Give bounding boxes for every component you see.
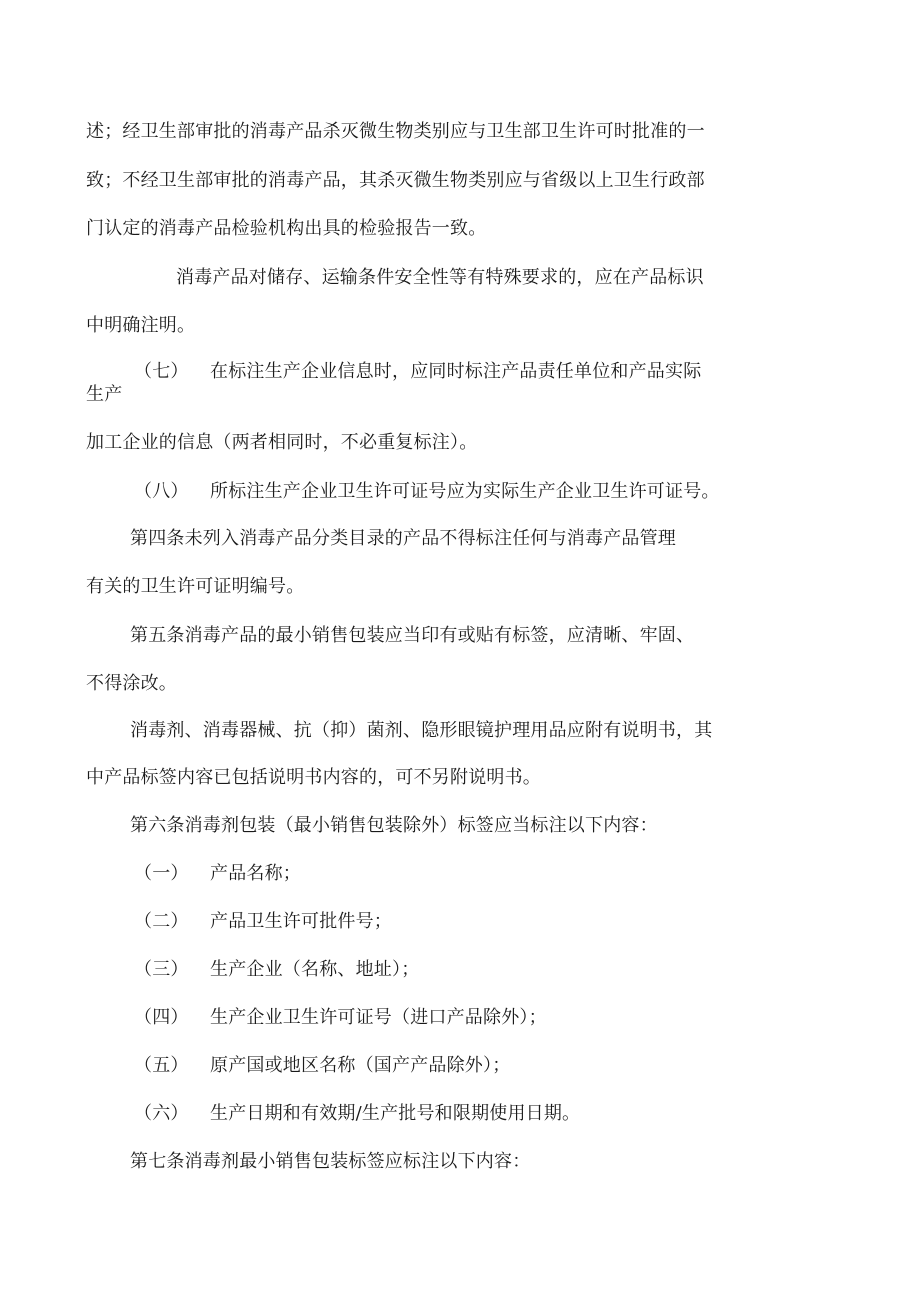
list-item-number: （六） bbox=[134, 1103, 189, 1124]
list-item-text: 生产日期和有效期/生产批号和限期使用日期。 bbox=[210, 1103, 581, 1124]
text-line: 加工企业的信息（两者相同时，不必重复标注）。 bbox=[86, 432, 478, 453]
list-item bbox=[134, 361, 701, 383]
list-item-number: （三） bbox=[134, 959, 189, 980]
text-line: 不得涂改。 bbox=[86, 673, 177, 694]
text-line: 致；不经卫生部审批的消毒产品，其杀灭微生物类别应与省级以上卫生行政部 bbox=[86, 170, 705, 191]
list-item-number: （二） bbox=[134, 911, 189, 932]
text-line: 门认定的消毒产品检验机构出具的检验报告一致。 bbox=[86, 218, 487, 239]
list-item bbox=[134, 1055, 510, 1077]
list-item bbox=[134, 1103, 580, 1125]
list-item-text: 生产企业（名称、地址）； bbox=[210, 959, 420, 980]
list-item-text: 生产企业卫生许可证号（进口产品除外）； bbox=[210, 1007, 547, 1028]
text-line: 中明确注明。 bbox=[86, 315, 196, 336]
list-item-number: （四） bbox=[134, 1007, 189, 1028]
list-item-text: 所标注生产企业卫生许可证号应为实际生产企业卫生许可证号。 bbox=[210, 481, 720, 502]
list-item bbox=[134, 1007, 547, 1029]
list-item bbox=[134, 959, 419, 981]
text-line: 消毒剂、消毒器械、抗（抑）菌剂、隐形眼镜护理用品应附有说明书，其 bbox=[130, 720, 713, 741]
list-item-text: 在标注生产企业信息时，应同时标注产品责任单位和产品实际 bbox=[210, 361, 702, 382]
text-line: 生产 bbox=[86, 384, 123, 405]
text-line: 中产品标签内容已包括说明书内容的，可不另附说明书。 bbox=[86, 767, 541, 788]
text-line: 有关的卫生许可证明编号。 bbox=[86, 576, 305, 597]
list-item-text: 产品卫生许可批件号； bbox=[210, 911, 392, 932]
list-item-text: 产品名称； bbox=[210, 863, 301, 884]
text-line: 第七条消毒剂最小销售包装标签应标注以下内容： bbox=[130, 1151, 531, 1172]
list-item bbox=[134, 863, 301, 885]
text-line: 第四条未列入消毒产品分类目录的产品不得标注任何与消毒产品管理 bbox=[130, 528, 676, 549]
text-line: 第五条消毒产品的最小销售包装应当印有或贴有标签，应清晰、牢固、 bbox=[130, 625, 695, 646]
text-line: 第六条消毒剂包装（最小销售包装除外）标签应当标注以下内容： bbox=[130, 815, 658, 836]
text-line: 消毒产品对储存、运输条件安全性等有特殊要求的，应在产品标识 bbox=[176, 267, 704, 288]
text-line: 述；经卫生部审批的消毒产品杀灭微生物类别应与卫生部卫生许可时批准的一 bbox=[86, 121, 705, 142]
list-item-number: （八） bbox=[134, 481, 189, 502]
list-item-number: （五） bbox=[134, 1055, 189, 1076]
list-item bbox=[134, 481, 720, 503]
list-item-text: 原产国或地区名称（国产产品除外）； bbox=[210, 1055, 511, 1076]
list-item bbox=[134, 911, 392, 933]
list-item-number: （七） bbox=[134, 361, 189, 382]
list-item-number: （一） bbox=[134, 863, 189, 884]
